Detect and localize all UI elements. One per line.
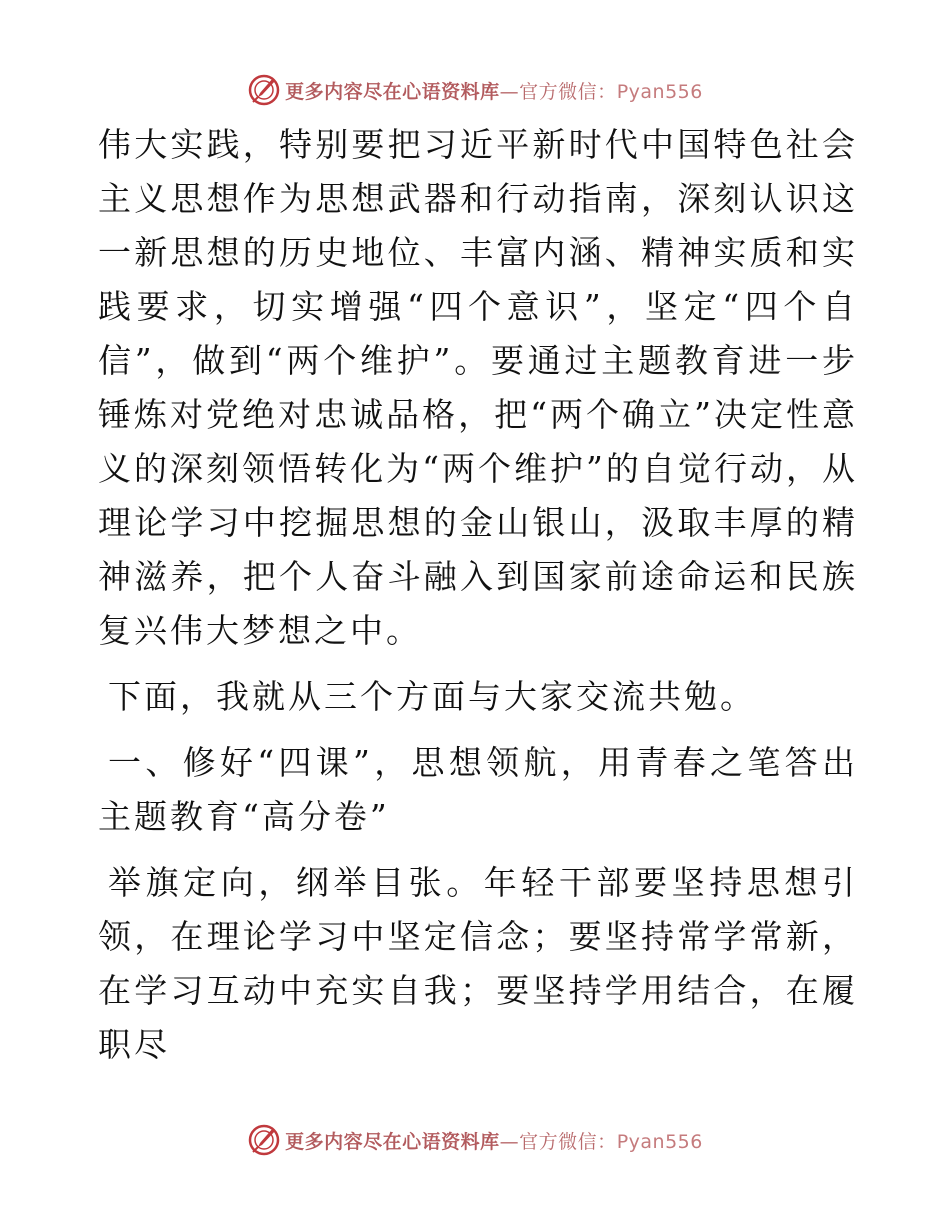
watermark-dash: — (499, 1130, 520, 1153)
watermark-wechat-label: 官方微信： (519, 80, 617, 103)
footer-watermark (0, 1120, 950, 1160)
body-paragraph: 下面，我就从三个方面与大家交流共勉。 (108, 677, 756, 716)
body-paragraph: 伟大实践，特别要把习近平新时代中国特色社会主义思想作为思想武器和行动指南，深刻认识这一新思想的历史地位、丰富内涵、精神实质和实践要求，切实增强“四个意识”，坚定“四个自信”，做到“两个维护”。要通过主题教育进一步锤炼对党绝对忠诚品格，把“两个确立”决定性意义的深刻领悟转化为“两个维护”的自觉行动，从理论学习中挖掘思想的金山银山，汲取丰厚的精神滋养，把个人奋斗融入到国家前途命运和民族复兴伟大梦想之中。 (98, 125, 858, 650)
watermark-wechat-account: Pyan556 (616, 1130, 703, 1153)
watermark-wechat-account: Pyan556 (616, 80, 703, 103)
watermark-dash: — (499, 80, 520, 103)
body-paragraph: 举旗定向，纲举目张。年轻干部要坚持思想引领，在理论学习中坚定信念；要坚持常学常新，在学习互动中充实自我；要坚持学用结合，在履职尽 (98, 863, 858, 1064)
feather-seal-icon (247, 73, 281, 107)
document-body (98, 118, 858, 1072)
watermark-wechat-label: 官方微信： (519, 1130, 617, 1153)
watermark-site-name: 更多内容尽在心语资料库 (285, 80, 500, 103)
feather-seal-icon (247, 1123, 281, 1157)
section-heading: 一、修好“四课”，思想领航，用青春之笔答出主题教育“高分卷” (98, 743, 858, 836)
header-watermark (0, 70, 950, 110)
watermark-site-name: 更多内容尽在心语资料库 (285, 1130, 500, 1153)
